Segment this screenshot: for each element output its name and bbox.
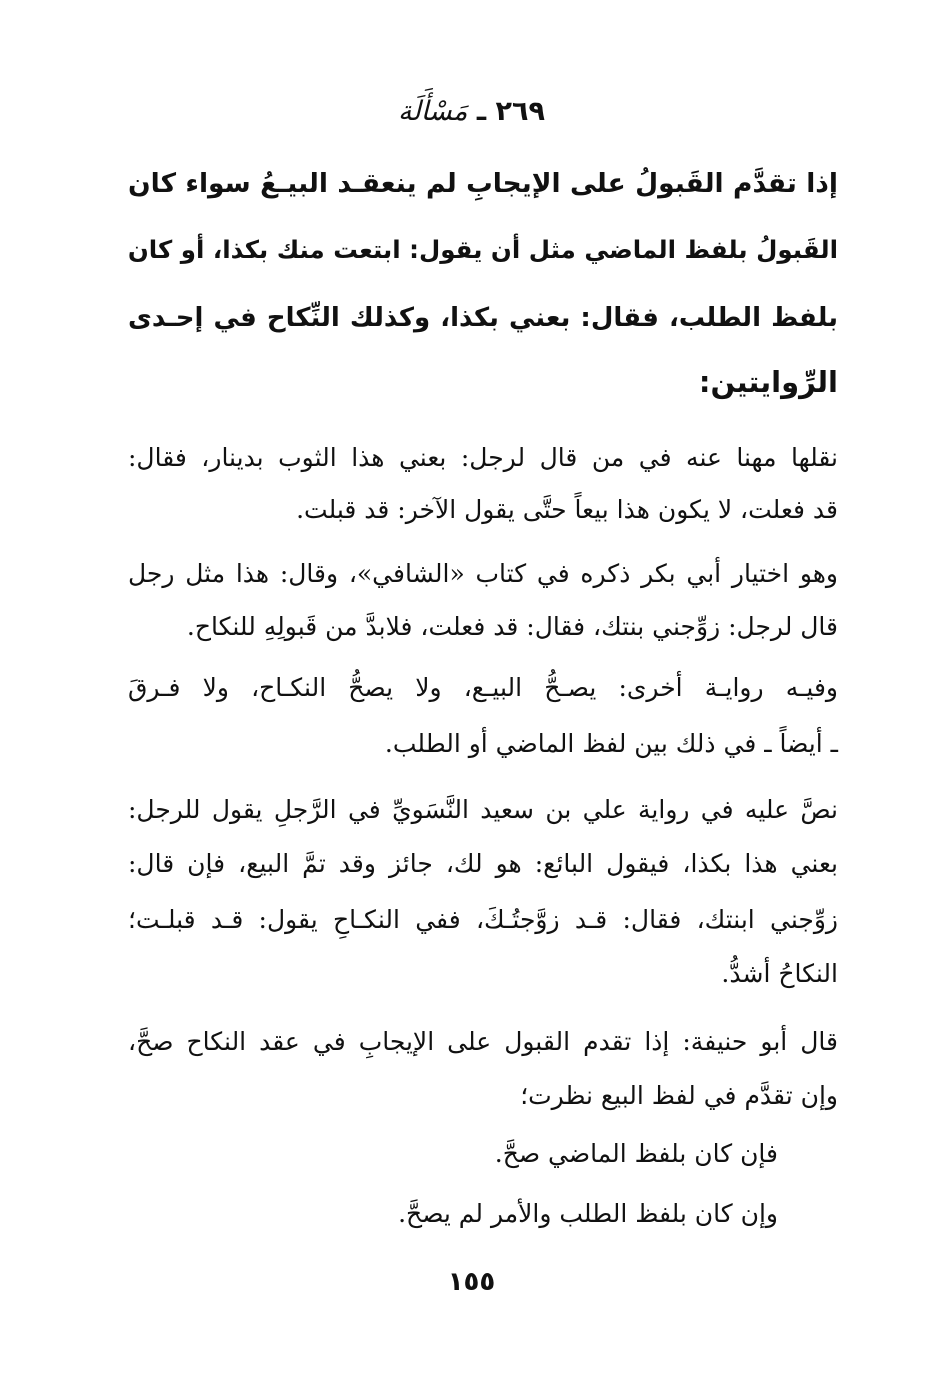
paragraph-line: فإن كان بلفظ الماضي صحَّ.	[494, 1139, 778, 1168]
issue-heading	[0, 92, 943, 132]
paragraph-line: قال أبو حنيفة: إذا تقدم القبول على الإيجابِ في عقد النكاح صحَّ،	[128, 1027, 838, 1056]
paragraph-line: وفيـه روايـة أخرى: يصـحُّ البيـع، ولا يصحُّ النكـاح، ولا فـرقَ	[128, 673, 838, 702]
paragraph-line: النكاحُ أشدُّ.	[721, 959, 838, 988]
paragraph-line: بعني هذا بكذا، فيقول البائع: هو لك، جائز وقد تمَّ البيع، فإن قال:	[128, 849, 838, 878]
paragraph-line: نصَّ عليه في رواية علي بن سعيد النَّسَويِّ في الرَّجلِ يقول للرجل:	[128, 795, 838, 824]
issue-separator: ـ	[476, 96, 487, 127]
paragraph-line: نقلها مهنا عنه في من قال لرجل: بعني هذا الثوب بدينار، فقال:	[128, 443, 839, 472]
paragraph-line: وهو اختيار أبي بكر ذكره في كتاب «الشافي»، وقال: هذا مثل رجل	[128, 559, 838, 588]
statement-line: الرِّوايتين:	[698, 365, 838, 399]
paragraph-line: قال لرجل: زوِّجني بنتك، فقال: قد فعلت، فلابدَّ من قَبولِهِ للنكاح.	[186, 612, 838, 641]
paragraph-line: قد فعلت، لا يكون هذا بيعاً حتَّى يقول الآخر: قد قبلت.	[296, 495, 838, 524]
paragraph-line: وإن كان بلفظ الطلب والأمر لم يصحَّ.	[398, 1199, 778, 1228]
statement-line: إذا تقدَّم القَبولُ على الإيجابِ لم ينعقـد البيـعُ سواء كان	[128, 168, 838, 199]
paragraph-line: زوِّجني ابنتك، فقال: قـد زوَّجتُـكَ، ففي النكـاحِ يقول: قـد قبلـت؛	[128, 905, 838, 934]
statement-line: القَبولُ بلفظ الماضي مثل أن يقول: ابتعت منك بكذا، أو كان	[127, 235, 838, 264]
page-number: ١٥٥	[447, 1267, 496, 1297]
paragraph-line: ـ أيضاً ـ في ذلك بين لفظ الماضي أو الطلب.	[384, 729, 838, 758]
paragraph-line: وإن تقدَّم في لفظ البيع نظرت؛	[520, 1081, 838, 1110]
statement-line: بلفظ الطلب، فقال: بعني بكذا، وكذلك النِّكاح في إحـدى	[128, 303, 838, 333]
issue-number: ٢٦٩	[495, 96, 545, 127]
issue-title: مَسْأَلَة	[398, 96, 468, 127]
